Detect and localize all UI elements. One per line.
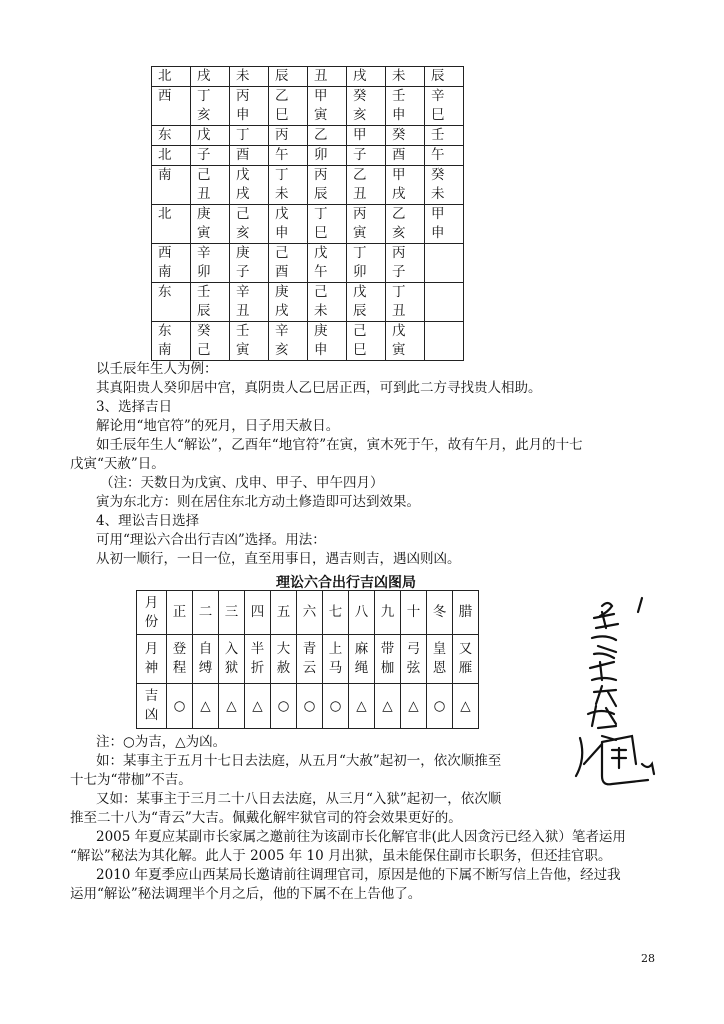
- god-text: 上: [328, 641, 343, 657]
- cell-text: 亥: [353, 107, 367, 123]
- luck-cell: ○: [167, 684, 193, 729]
- god-cell: [297, 635, 323, 684]
- luck-cell: △: [219, 684, 245, 729]
- cell-text: 己: [353, 323, 367, 339]
- cell-text: 戌: [275, 303, 289, 319]
- cell-text: 南: [158, 167, 172, 183]
- god-cell: [401, 635, 427, 684]
- ganzhi-table: [151, 66, 464, 361]
- cell-text: 戊: [197, 127, 211, 143]
- ganzhi-row: [152, 67, 464, 87]
- cell-text: 申: [236, 107, 250, 123]
- god-cell: [323, 635, 349, 684]
- cell-text: 未: [236, 68, 250, 84]
- header-text: 凶: [144, 707, 159, 723]
- cell-text: 甲: [431, 206, 445, 222]
- ganzhi-cell: [191, 67, 230, 87]
- cell-text: 辛: [431, 88, 445, 104]
- cell-text: 辰: [353, 303, 367, 319]
- cell-text: 乙: [314, 127, 328, 143]
- ganzhi-cell: [425, 166, 464, 205]
- god-text: 皇: [432, 641, 447, 657]
- cell-text: 南: [158, 264, 172, 280]
- cell-text: 丑: [236, 303, 250, 319]
- ganzhi-cell: [269, 244, 308, 283]
- luck-cell: △: [375, 684, 401, 729]
- direction-cell: [152, 126, 191, 146]
- cell-text: 甲: [392, 167, 406, 183]
- ganzhi-cell: [230, 67, 269, 87]
- cell-text: 乙: [353, 167, 367, 183]
- cell-text: 己: [236, 206, 250, 222]
- text-direction: 寅为东北方：则在居住东北方动土修造即可达到效果。: [96, 494, 420, 510]
- ganzhi-cell: [308, 244, 347, 283]
- ganzhi-cell: [347, 322, 386, 361]
- ganzhi-cell: [269, 283, 308, 322]
- ganzhi-cell: [308, 87, 347, 126]
- ganzhi-cell: [308, 126, 347, 146]
- god-text: 大: [276, 641, 291, 657]
- ganzhi-row: [152, 283, 464, 322]
- god-cell: [375, 635, 401, 684]
- text-case1-b: 十七为“带枷”不吉。: [70, 772, 192, 788]
- cell-text: 北: [158, 206, 172, 222]
- table2-title: 理讼六合出行吉凶图局: [276, 575, 416, 591]
- lawsuit-luck-table: [136, 590, 479, 729]
- row-header: [137, 684, 167, 729]
- cell-text: 壬: [236, 323, 250, 339]
- ganzhi-cell: [347, 283, 386, 322]
- page-number: 28: [641, 952, 655, 965]
- ganzhi-cell: [425, 322, 464, 361]
- month-cell: 二: [193, 591, 219, 635]
- cell-text: 丁: [197, 88, 211, 104]
- cell-text: 乙: [275, 88, 289, 104]
- cell-text: 庚: [236, 245, 250, 261]
- god-text: 青: [302, 641, 317, 657]
- talisman-seal: [572, 588, 660, 798]
- god-text: 恩: [432, 660, 447, 676]
- month-cell: 九: [375, 591, 401, 635]
- ganzhi-cell: [191, 166, 230, 205]
- cell-text: 戌: [236, 186, 250, 202]
- god-text: 弦: [406, 660, 421, 676]
- ganzhi-row: [152, 322, 464, 361]
- cell-text: 亥: [392, 225, 406, 241]
- luck-cell: ○: [427, 684, 453, 729]
- god-text: 登: [172, 641, 187, 657]
- god-text: 半: [250, 641, 265, 657]
- god-text: 麻: [354, 641, 369, 657]
- ganzhi-cell: [191, 205, 230, 244]
- ganzhi-row: [152, 166, 464, 205]
- god-cell: [245, 635, 271, 684]
- ganzhi-cell: [308, 166, 347, 205]
- god-text: 枷: [380, 660, 395, 676]
- ganzhi-cell: [347, 244, 386, 283]
- cell-text: [431, 244, 463, 263]
- cell-text: 戊: [314, 245, 328, 261]
- ganzhi-cell: [269, 87, 308, 126]
- ganzhi-cell: [347, 87, 386, 126]
- cell-text: 子: [236, 264, 250, 280]
- ganzhi-cell: [386, 166, 425, 205]
- cell-text: 子: [392, 264, 406, 280]
- cell-text: 辛: [197, 245, 211, 261]
- cell-text: 寅: [314, 107, 328, 123]
- cell-text: 壬: [431, 127, 445, 143]
- cell-text: 亥: [275, 342, 289, 358]
- cell-text: 西: [158, 88, 172, 104]
- cell-text: 丙: [275, 127, 289, 143]
- cell-text: 午: [314, 264, 328, 280]
- cell-text: 西: [158, 245, 172, 261]
- ganzhi-cell: [386, 126, 425, 146]
- text-example-b: 戊寅“天赦”日。: [70, 456, 165, 472]
- month-cell: 六: [297, 591, 323, 635]
- god-text: 赦: [276, 660, 291, 676]
- row-header: [137, 591, 167, 635]
- ganzhi-cell: [230, 126, 269, 146]
- ganzhi-cell: [230, 87, 269, 126]
- ganzhi-cell: [386, 205, 425, 244]
- direction-cell: [152, 87, 191, 126]
- god-cell: [453, 635, 479, 684]
- cell-text: 东: [158, 284, 172, 300]
- heading-choose-day: 3、选择吉日: [96, 399, 173, 415]
- god-text: 雁: [458, 660, 473, 676]
- cell-text: 癸: [431, 167, 445, 183]
- ganzhi-cell: [347, 126, 386, 146]
- luck-cell: △: [453, 684, 479, 729]
- god-text: 马: [328, 660, 343, 676]
- cell-text: 丙: [314, 167, 328, 183]
- cell-text: 酉: [275, 264, 289, 280]
- ganzhi-cell: [230, 166, 269, 205]
- cell-text: 庚: [314, 323, 328, 339]
- month-cell: 三: [219, 591, 245, 635]
- cell-text: 壬: [392, 88, 406, 104]
- cell-text: 辰: [197, 303, 211, 319]
- cell-text: 午: [431, 147, 445, 163]
- god-cell: [271, 635, 297, 684]
- cell-text: [431, 322, 463, 341]
- cell-text: 子: [197, 147, 211, 163]
- cell-text: 巳: [314, 225, 328, 241]
- god-text: 云: [302, 660, 317, 676]
- cell-text: 癸: [392, 127, 406, 143]
- month-cell: 四: [245, 591, 271, 635]
- cell-text: 辰: [275, 68, 289, 84]
- direction-cell: [152, 205, 191, 244]
- god-text: 折: [250, 660, 265, 676]
- cell-text: 北: [158, 147, 172, 163]
- ganzhi-cell: [425, 67, 464, 87]
- cell-text: 癸: [353, 88, 367, 104]
- cell-text: 卯: [353, 264, 367, 280]
- month-cell: 腊: [453, 591, 479, 635]
- month-cell: 七: [323, 591, 349, 635]
- cell-text: 己: [314, 284, 328, 300]
- ganzhi-cell: [425, 146, 464, 166]
- cell-text: 午: [275, 147, 289, 163]
- direction-cell: [152, 244, 191, 283]
- cell-text: 戌: [392, 186, 406, 202]
- cell-text: 己: [197, 167, 211, 183]
- ganzhi-cell: [269, 322, 308, 361]
- ganzhi-cell: [269, 205, 308, 244]
- cell-text: 寅: [236, 342, 250, 358]
- cell-text: 戌: [353, 68, 367, 84]
- cell-text: 亥: [236, 225, 250, 241]
- cell-text: 丁: [275, 167, 289, 183]
- cell-text: 己: [197, 342, 211, 358]
- cell-text: 戊: [353, 284, 367, 300]
- cell-text: 丙: [392, 245, 406, 261]
- month-row: [137, 591, 479, 635]
- cell-text: 丑: [392, 303, 406, 319]
- cell-text: 丁: [353, 245, 367, 261]
- cell-text: 丁: [392, 284, 406, 300]
- cell-text: 庚: [275, 284, 289, 300]
- cell-text: 巳: [275, 107, 289, 123]
- ganzhi-cell: [425, 205, 464, 244]
- month-cell: 五: [271, 591, 297, 635]
- cell-text: 卯: [197, 264, 211, 280]
- cell-text: 甲: [314, 88, 328, 104]
- luck-row: [137, 684, 479, 729]
- cell-text: 丑: [197, 186, 211, 202]
- text-case4-a: 2010 年夏季应山西某局长邀请前往调理官司，原因是他的下属不断写信上告他，经过我: [96, 867, 621, 883]
- ganzhi-row: [152, 146, 464, 166]
- header-text: 月: [144, 641, 159, 657]
- ganzhi-cell: [386, 146, 425, 166]
- ganzhi-cell: [425, 126, 464, 146]
- cell-text: 辛: [236, 284, 250, 300]
- ganzhi-cell: [191, 87, 230, 126]
- direction-cell: [152, 67, 191, 87]
- cell-text: 甲: [353, 127, 367, 143]
- cell-text: 申: [275, 225, 289, 241]
- cell-text: 丁: [314, 206, 328, 222]
- cell-text: 酉: [236, 147, 250, 163]
- ganzhi-cell: [308, 67, 347, 87]
- ganzhi-cell: [230, 244, 269, 283]
- cell-text: 丙: [353, 206, 367, 222]
- god-text: 缚: [198, 660, 213, 676]
- ganzhi-row: [152, 87, 464, 126]
- luck-cell: ○: [271, 684, 297, 729]
- text-case1-a: 如：某事主于五月十七日去法庭，从五月“大赦”起初一，依次顺推至: [96, 753, 502, 769]
- ganzhi-cell: [425, 87, 464, 126]
- cell-text: 乙: [392, 206, 406, 222]
- ganzhi-cell: [347, 205, 386, 244]
- god-cell: [193, 635, 219, 684]
- god-text: 弓: [406, 641, 421, 657]
- luck-cell: △: [245, 684, 271, 729]
- cell-text: 丑: [314, 68, 328, 84]
- god-text: 带: [380, 641, 395, 657]
- ganzhi-cell: [308, 283, 347, 322]
- god-cell: [167, 635, 193, 684]
- cell-text: 庚: [197, 206, 211, 222]
- header-text: 月: [144, 594, 159, 611]
- ganzhi-cell: [386, 283, 425, 322]
- ganzhi-cell: [347, 67, 386, 87]
- ganzhi-cell: [269, 146, 308, 166]
- cell-text: 戊: [275, 206, 289, 222]
- luck-cell: ○: [323, 684, 349, 729]
- god-text: 自: [198, 641, 213, 657]
- cell-text: 北: [158, 68, 172, 84]
- ganzhi-cell: [191, 283, 230, 322]
- cell-text: 癸: [197, 323, 211, 339]
- ganzhi-row: [152, 126, 464, 146]
- cell-text: 未: [314, 303, 328, 319]
- cell-text: 未: [392, 68, 406, 84]
- ganzhi-cell: [269, 166, 308, 205]
- ganzhi-cell: [191, 126, 230, 146]
- cell-text: 巳: [353, 342, 367, 358]
- text-case2-b: 推至二十八为“青云”大吉。佩戴化解牢狱官司的符会效果更好的。: [70, 810, 462, 826]
- cell-text: 未: [275, 186, 289, 202]
- cell-text: [431, 283, 463, 302]
- ganzhi-cell: [308, 146, 347, 166]
- ganzhi-cell: [191, 244, 230, 283]
- direction-cell: [152, 322, 191, 361]
- ganzhi-cell: [308, 205, 347, 244]
- cell-text: 寅: [353, 225, 367, 241]
- luck-cell: △: [349, 684, 375, 729]
- cell-text: 巳: [431, 107, 445, 123]
- cell-text: 东: [158, 127, 172, 143]
- cell-text: 申: [431, 225, 445, 241]
- header-text: 神: [144, 660, 159, 676]
- cell-text: 戊: [236, 167, 250, 183]
- text-case3-b: “解讼”秘法为其化解。此人于 2005 年 10 月出狱，虽未能保住副市长职务，但还挂官职。: [70, 848, 612, 864]
- cell-text: 南: [158, 342, 172, 358]
- god-cell: [219, 635, 245, 684]
- cell-text: 戌: [197, 68, 211, 84]
- god-cell: [427, 635, 453, 684]
- cell-text: 寅: [392, 342, 406, 358]
- cell-text: 卯: [314, 147, 328, 163]
- ganzhi-cell: [386, 244, 425, 283]
- text-method: 解论用“地官符”的死月，日子用天赦日。: [96, 418, 340, 434]
- ganzhi-cell: [425, 244, 464, 283]
- cell-text: 寅: [197, 225, 211, 241]
- cell-text: 壬: [197, 284, 211, 300]
- ganzhi-cell: [308, 322, 347, 361]
- ganzhi-row: [152, 205, 464, 244]
- god-text: 程: [172, 660, 187, 676]
- text-rule: 从初一顺行，一日一位，直至用事日，遇吉则吉，遇凶则凶。: [96, 551, 461, 567]
- ganzhi-cell: [347, 166, 386, 205]
- cell-text: 丁: [236, 127, 250, 143]
- text-noble-directions: 其真阳贵人癸卯居中宫，真阴贵人乙巳居正西，可到此二方寻找贵人相助。: [96, 380, 542, 396]
- text-case3-a: 2005 年夏应某副市长家属之邀前往为该副市长化解官非(此人因贪污已经入狱）笔者运用: [96, 829, 626, 845]
- god-text: 入: [224, 641, 239, 657]
- ganzhi-cell: [191, 322, 230, 361]
- cell-text: 辰: [314, 186, 328, 202]
- god-text: 绳: [354, 660, 369, 676]
- row-header: [137, 635, 167, 684]
- month-cell: 八: [349, 591, 375, 635]
- god-text: 狱: [224, 660, 239, 676]
- text-note-days: （注：天数日为戊寅、戊申、甲子、甲午四月）: [100, 475, 384, 491]
- ganzhi-row: [152, 244, 464, 283]
- ganzhi-cell: [230, 283, 269, 322]
- text-example-intro: 以壬辰年生人为例：: [96, 361, 218, 377]
- direction-cell: [152, 283, 191, 322]
- heading-lawsuit-day: 4、理讼吉日选择: [96, 513, 200, 529]
- cell-text: 丑: [353, 186, 367, 202]
- ganzhi-cell: [386, 322, 425, 361]
- ganzhi-cell: [230, 322, 269, 361]
- month-cell: 正: [167, 591, 193, 635]
- direction-cell: [152, 166, 191, 205]
- god-row: [137, 635, 479, 684]
- ganzhi-cell: [191, 146, 230, 166]
- cell-text: 亥: [197, 107, 211, 123]
- header-text: 份: [144, 613, 159, 630]
- ganzhi-cell: [386, 87, 425, 126]
- ganzhi-cell: [230, 205, 269, 244]
- direction-cell: [152, 146, 191, 166]
- ganzhi-cell: [347, 146, 386, 166]
- cell-text: 申: [392, 107, 406, 123]
- luck-cell: ○: [297, 684, 323, 729]
- ganzhi-cell: [425, 283, 464, 322]
- cell-text: 戊: [392, 323, 406, 339]
- text-case2-a: 又如：某事主于三月二十八日去法庭，从三月“入狱”起初一，依次顺: [96, 791, 502, 807]
- ganzhi-cell: [230, 146, 269, 166]
- cell-text: 辰: [431, 68, 445, 84]
- cell-text: 未: [431, 186, 445, 202]
- ganzhi-cell: [269, 67, 308, 87]
- cell-text: 东: [158, 323, 172, 339]
- luck-cell: △: [401, 684, 427, 729]
- cell-text: 申: [314, 342, 328, 358]
- month-cell: 冬: [427, 591, 453, 635]
- ganzhi-cell: [386, 67, 425, 87]
- cell-text: 丙: [236, 88, 250, 104]
- month-cell: 十: [401, 591, 427, 635]
- cell-text: 酉: [392, 147, 406, 163]
- text-usage: 可用“理讼六合出行吉凶”选择。用法：: [96, 532, 326, 548]
- god-cell: [349, 635, 375, 684]
- god-text: 又: [458, 641, 473, 657]
- cell-text: 辛: [275, 323, 289, 339]
- cell-text: 己: [275, 245, 289, 261]
- cell-text: 子: [353, 147, 367, 163]
- text-legend: 注：○为吉，△为凶。: [96, 734, 227, 750]
- ganzhi-cell: [269, 126, 308, 146]
- text-case4-b: 运用“解讼”秘法调理半个月之后，他的下属不在上告他了。: [70, 886, 422, 902]
- text-example-a: 如壬辰年生人“解讼”，乙酉年“地官符”在寅，寅木死于午，故有午月，此月的十七: [96, 437, 583, 453]
- header-text: 吉: [144, 688, 159, 704]
- luck-cell: △: [193, 684, 219, 729]
